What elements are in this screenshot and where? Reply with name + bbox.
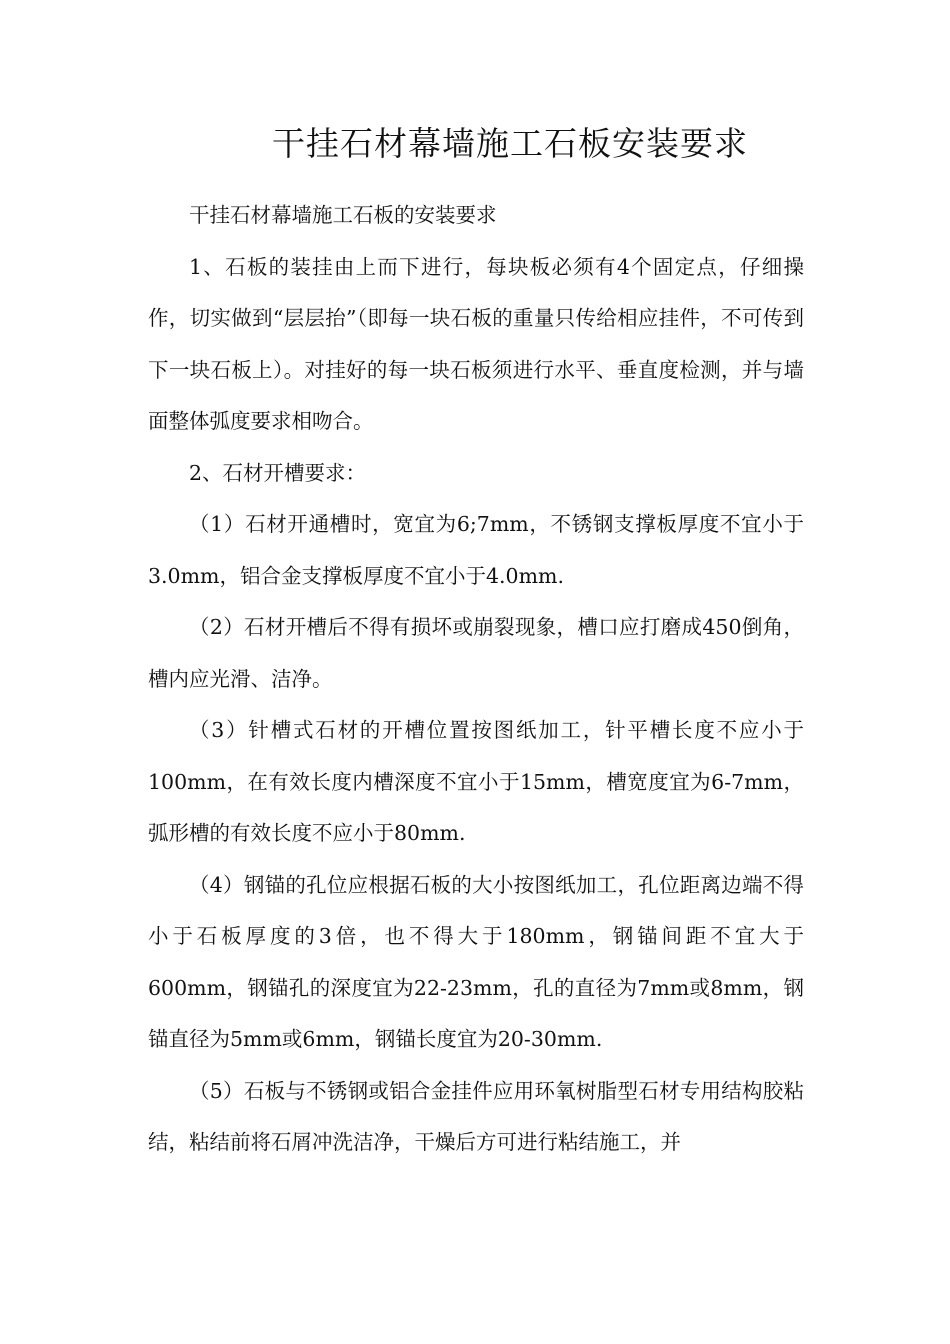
body-paragraph: 2、石材开槽要求： <box>189 460 367 485</box>
body-paragraph: （3）针槽式石材的开槽位置按图纸加工，针平槽长度不应小于100mm，在有效长度内槽深度不宜小于15mm，槽宽度宜为6-7mm，弧形槽的有效长度不应小于80mm. <box>148 718 804 845</box>
body-paragraph: （4）钢锚的孔位应根据石板的大小按图纸加工，孔位距离边端不得小于石板厚度的3倍，也不得大于180mm，钢锚间距不宜大于600mm，钢锚孔的深度宜为22-23mm，孔的直径为7mm或8mm，钢锚直径为5mm或6mm，钢锚长度宜为20-30mm. <box>148 872 804 1051</box>
body-paragraph: 干挂石材幕墙施工石板的安装要求 <box>189 203 497 227</box>
body-paragraph: （1）石材开通槽时，宽宜为6;7mm，不锈钢支撑板厚度不宜小于3.0mm，铝合金支撑板厚度不宜小于4.0mm. <box>148 512 804 588</box>
body-paragraph: 1、石板的装挂由上而下进行，每块板必须有4个固定点，仔细操作，切实做到“层层抬”（即每一块石板的重量只传给相应挂件，不可传到下一块石板上）。对挂好的每一块石板须进行水平、垂直度检测，并与墙面整体弧度要求相吻合。 <box>148 254 804 433</box>
document-body <box>148 190 804 1169</box>
document-title: 干挂石材幕墙施工石板安装要求 <box>272 124 748 163</box>
body-paragraph: （2）石材开槽后不得有损坏或崩裂现象，槽口应打磨成450倒角，槽内应光滑、洁净。 <box>148 615 804 691</box>
body-paragraph: （5）石板与不锈钢或铝合金挂件应用环氧树脂型石材专用结构胶粘结，粘结前将石屑冲洗洁净，干燥后方可进行粘结施工，并 <box>148 1078 804 1154</box>
